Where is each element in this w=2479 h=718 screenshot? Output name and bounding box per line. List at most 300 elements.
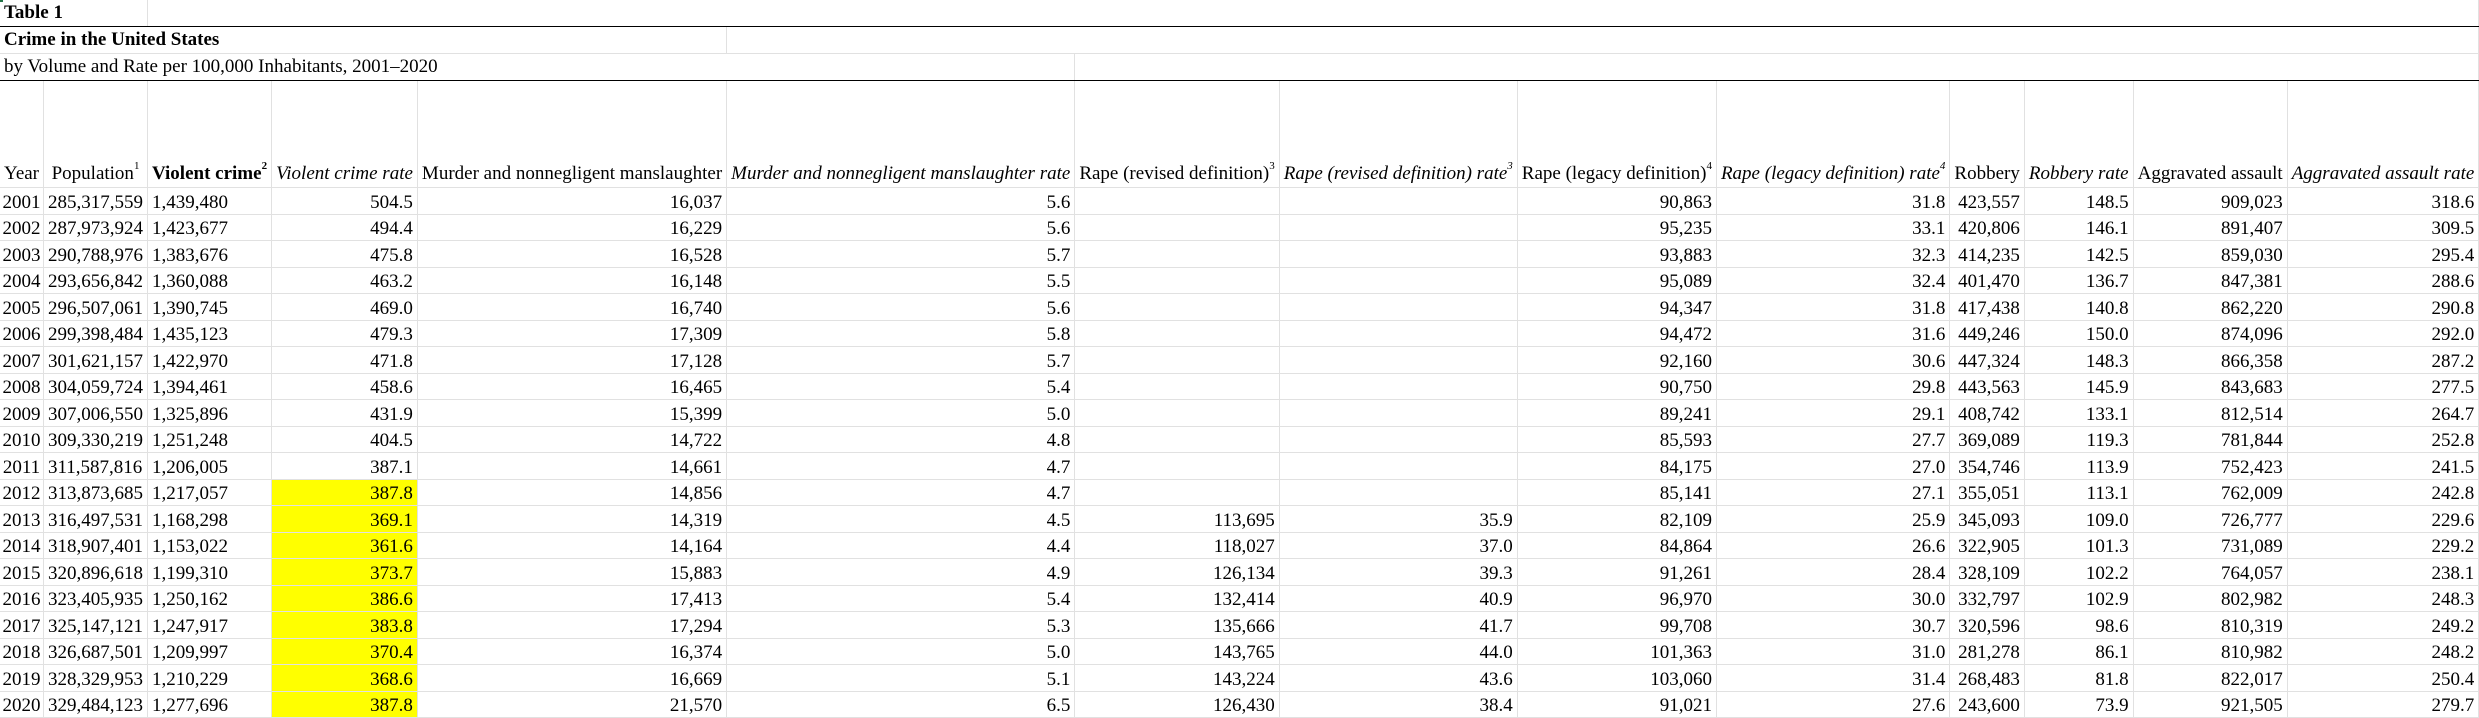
cell-robbery[interactable]: 320,596 <box>1950 612 2024 639</box>
cell-murder[interactable]: 14,164 <box>417 532 726 559</box>
cell-robbery-rate[interactable]: 140.8 <box>2024 294 2133 321</box>
cell-robbery-rate[interactable]: 102.2 <box>2024 559 2133 586</box>
cell-aggravated-assault-rate[interactable]: 295.4 <box>2287 241 2479 268</box>
cell-robbery-rate[interactable]: 113.9 <box>2024 453 2133 480</box>
cell-violent-crime-rate[interactable]: 404.5 <box>272 426 418 453</box>
cell-robbery[interactable]: 420,806 <box>1950 214 2024 241</box>
cell-year[interactable]: 2015 <box>0 559 44 586</box>
cell-murder-rate[interactable]: 5.0 <box>727 638 1075 665</box>
cell-rape-legacy-rate[interactable]: 30.6 <box>1716 347 1949 374</box>
cell-robbery-rate[interactable]: 98.6 <box>2024 612 2133 639</box>
cell-year[interactable]: 2002 <box>0 214 44 241</box>
cell-rape-revised[interactable]: 135,666 <box>1075 612 1279 639</box>
cell-rape-legacy[interactable]: 99,708 <box>1517 612 1716 639</box>
cell-rape-legacy[interactable]: 93,883 <box>1517 241 1716 268</box>
cell-violent-crime[interactable]: 1,217,057 <box>148 479 272 506</box>
cell-rape-legacy[interactable]: 92,160 <box>1517 347 1716 374</box>
cell-murder[interactable]: 21,570 <box>417 691 726 718</box>
cell-aggravated-assault-rate[interactable]: 252.8 <box>2287 426 2479 453</box>
cell-year[interactable]: 2003 <box>0 241 44 268</box>
cell-aggravated-assault-rate[interactable]: 250.4 <box>2287 665 2479 692</box>
cell-population[interactable]: 304,059,724 <box>44 373 148 400</box>
cell-rape-revised-rate[interactable] <box>1279 188 1517 215</box>
cell-rape-revised-rate[interactable] <box>1279 426 1517 453</box>
cell-aggravated-assault-rate[interactable]: 248.2 <box>2287 638 2479 665</box>
cell-violent-crime-rate[interactable]: 370.4 <box>272 638 418 665</box>
cell-murder[interactable]: 17,309 <box>417 320 726 347</box>
cell-rape-revised[interactable]: 113,695 <box>1075 506 1279 533</box>
cell-rape-revised-rate[interactable] <box>1279 400 1517 427</box>
cell-year[interactable]: 2018 <box>0 638 44 665</box>
cell-rape-legacy[interactable]: 101,363 <box>1517 638 1716 665</box>
cell-aggravated-assault-rate[interactable]: 277.5 <box>2287 373 2479 400</box>
cell-aggravated-assault-rate[interactable]: 318.6 <box>2287 188 2479 215</box>
header-robbery-rate[interactable]: Robbery rate <box>2024 81 2133 188</box>
cell-rape-legacy-rate[interactable]: 31.8 <box>1716 188 1949 215</box>
cell-aggravated-assault[interactable]: 866,358 <box>2133 347 2287 374</box>
cell-robbery[interactable]: 449,246 <box>1950 320 2024 347</box>
header-murder-rate[interactable]: Murder and nonnegligent manslaughter rate <box>727 81 1075 188</box>
cell-murder[interactable]: 15,883 <box>417 559 726 586</box>
cell-rape-legacy-rate[interactable]: 25.9 <box>1716 506 1949 533</box>
cell-rape-revised[interactable] <box>1075 294 1279 321</box>
cell-year[interactable]: 2017 <box>0 612 44 639</box>
cell-population[interactable]: 293,656,842 <box>44 267 148 294</box>
cell-robbery[interactable]: 268,483 <box>1950 665 2024 692</box>
cell-robbery[interactable]: 369,089 <box>1950 426 2024 453</box>
cell-population[interactable]: 313,873,685 <box>44 479 148 506</box>
cell-population[interactable]: 328,329,953 <box>44 665 148 692</box>
cell-rape-legacy[interactable]: 82,109 <box>1517 506 1716 533</box>
cell-violent-crime[interactable]: 1,325,896 <box>148 400 272 427</box>
cell-rape-legacy-rate[interactable]: 27.7 <box>1716 426 1949 453</box>
cell-rape-legacy-rate[interactable]: 33.1 <box>1716 214 1949 241</box>
cell-murder[interactable]: 16,037 <box>417 188 726 215</box>
cell-year[interactable]: 2014 <box>0 532 44 559</box>
cell-aggravated-assault-rate[interactable]: 292.0 <box>2287 320 2479 347</box>
cell-robbery-rate[interactable]: 101.3 <box>2024 532 2133 559</box>
cell-murder[interactable]: 16,148 <box>417 267 726 294</box>
cell-violent-crime-rate[interactable]: 373.7 <box>272 559 418 586</box>
cell-robbery-rate[interactable]: 113.1 <box>2024 479 2133 506</box>
cell-robbery-rate[interactable]: 148.3 <box>2024 347 2133 374</box>
cell-robbery[interactable]: 322,905 <box>1950 532 2024 559</box>
cell-aggravated-assault-rate[interactable]: 248.3 <box>2287 585 2479 612</box>
header-aggravated-assault[interactable]: Aggravated assault <box>2133 81 2287 188</box>
cell-violent-crime-rate[interactable]: 368.6 <box>272 665 418 692</box>
table-label[interactable]: Table 1 <box>0 0 148 27</box>
cell-rape-legacy-rate[interactable]: 31.0 <box>1716 638 1949 665</box>
cell-violent-crime[interactable]: 1,422,970 <box>148 347 272 374</box>
cell-violent-crime[interactable]: 1,277,696 <box>148 691 272 718</box>
header-population[interactable]: Population$^1$ <box>44 81 148 188</box>
cell-robbery-rate[interactable]: 86.1 <box>2024 638 2133 665</box>
cell-murder[interactable]: 14,722 <box>417 426 726 453</box>
cell-aggravated-assault[interactable]: 847,381 <box>2133 267 2287 294</box>
table-row <box>0 479 2479 506</box>
cell-aggravated-assault-rate[interactable]: 249.2 <box>2287 612 2479 639</box>
cell-robbery-rate[interactable]: 145.9 <box>2024 373 2133 400</box>
cell-murder[interactable]: 17,294 <box>417 612 726 639</box>
cell-robbery[interactable]: 417,438 <box>1950 294 2024 321</box>
cell-rape-legacy[interactable]: 89,241 <box>1517 400 1716 427</box>
cell-murder-rate[interactable]: 5.6 <box>727 188 1075 215</box>
cell-rape-revised[interactable] <box>1075 400 1279 427</box>
cell-murder-rate[interactable]: 5.6 <box>727 294 1075 321</box>
cell-violent-crime-rate[interactable]: 387.8 <box>272 691 418 718</box>
cell-violent-crime-rate[interactable]: 475.8 <box>272 241 418 268</box>
header-murder[interactable]: Murder and nonnegligent manslaughter <box>417 81 726 188</box>
cell-rape-revised-rate[interactable]: 38.4 <box>1279 691 1517 718</box>
cell-rape-revised[interactable]: 132,414 <box>1075 585 1279 612</box>
cell-aggravated-assault-rate[interactable]: 290.8 <box>2287 294 2479 321</box>
header-rape-revised[interactable]: Rape (revised definition)$^3$ <box>1075 81 1279 188</box>
cell-violent-crime-rate[interactable]: 479.3 <box>272 320 418 347</box>
header-robbery[interactable]: Robbery <box>1950 81 2024 188</box>
cell-violent-crime[interactable]: 1,210,229 <box>148 665 272 692</box>
cell-murder[interactable]: 16,740 <box>417 294 726 321</box>
cell-rape-revised-rate[interactable] <box>1279 267 1517 294</box>
table-subtitle[interactable]: by Volume and Rate per 100,000 Inhabitants, 2001–2020 <box>0 54 1075 81</box>
cell-murder[interactable]: 16,669 <box>417 665 726 692</box>
cell-rape-revised-rate[interactable] <box>1279 294 1517 321</box>
cell-robbery-rate[interactable]: 119.3 <box>2024 426 2133 453</box>
cell-year[interactable]: 2001 <box>0 188 44 215</box>
cell-violent-crime[interactable]: 1,168,298 <box>148 506 272 533</box>
cell-robbery-rate[interactable]: 148.5 <box>2024 188 2133 215</box>
cell-population[interactable]: 299,398,484 <box>44 320 148 347</box>
cell-rape-legacy[interactable]: 103,060 <box>1517 665 1716 692</box>
cell-violent-crime-rate[interactable]: 458.6 <box>272 373 418 400</box>
cell-rape-legacy-rate[interactable]: 31.6 <box>1716 320 1949 347</box>
cell-year[interactable]: 2010 <box>0 426 44 453</box>
cell-rape-legacy-rate[interactable]: 28.4 <box>1716 559 1949 586</box>
cell-population[interactable]: 325,147,121 <box>44 612 148 639</box>
cell-aggravated-assault[interactable]: 843,683 <box>2133 373 2287 400</box>
cell-aggravated-assault-rate[interactable]: 241.5 <box>2287 453 2479 480</box>
cell-murder[interactable]: 16,528 <box>417 241 726 268</box>
cell-aggravated-assault-rate[interactable]: 288.6 <box>2287 267 2479 294</box>
cell-robbery[interactable]: 243,600 <box>1950 691 2024 718</box>
cell-aggravated-assault[interactable]: 909,023 <box>2133 188 2287 215</box>
cell-murder-rate[interactable]: 4.8 <box>727 426 1075 453</box>
cell-murder-rate[interactable]: 5.0 <box>727 400 1075 427</box>
cell-aggravated-assault-rate[interactable]: 238.1 <box>2287 559 2479 586</box>
cell-robbery-rate[interactable]: 73.9 <box>2024 691 2133 718</box>
cell-murder[interactable]: 14,661 <box>417 453 726 480</box>
cell-violent-crime-rate[interactable]: 463.2 <box>272 267 418 294</box>
cell-murder[interactable]: 14,856 <box>417 479 726 506</box>
cell-rape-legacy[interactable]: 94,472 <box>1517 320 1716 347</box>
cell-rape-revised-rate[interactable]: 39.3 <box>1279 559 1517 586</box>
header-violent-crime[interactable]: Violent crime$^2$ <box>148 81 272 188</box>
cell-robbery[interactable]: 354,746 <box>1950 453 2024 480</box>
cell-robbery[interactable]: 423,557 <box>1950 188 2024 215</box>
cell-rape-revised[interactable]: 143,765 <box>1075 638 1279 665</box>
header-violent-crime-rate[interactable]: Violent crime rate <box>272 81 418 188</box>
table-row <box>0 320 2479 347</box>
cell-violent-crime[interactable]: 1,439,480 <box>148 188 272 215</box>
cell-robbery[interactable]: 345,093 <box>1950 506 2024 533</box>
cell-violent-crime-rate[interactable]: 361.6 <box>272 532 418 559</box>
header-rape-revised-rate[interactable]: Rape (revised definition) rate$^3$ <box>1279 81 1517 188</box>
header-rape-legacy-rate[interactable]: Rape (legacy definition) rate$^4$ <box>1716 81 1949 188</box>
cell-rape-revised-rate[interactable] <box>1279 347 1517 374</box>
cell-rape-legacy-rate[interactable]: 29.1 <box>1716 400 1949 427</box>
cell-murder-rate[interactable]: 5.1 <box>727 665 1075 692</box>
cell-aggravated-assault[interactable]: 731,089 <box>2133 532 2287 559</box>
cell-violent-crime-rate[interactable]: 431.9 <box>272 400 418 427</box>
cell-robbery[interactable]: 414,235 <box>1950 241 2024 268</box>
cell-population[interactable]: 329,484,123 <box>44 691 148 718</box>
cell-murder-rate[interactable]: 6.5 <box>727 691 1075 718</box>
cell-rape-revised[interactable]: 126,134 <box>1075 559 1279 586</box>
cell-rape-revised-rate[interactable] <box>1279 320 1517 347</box>
cell-rape-legacy[interactable]: 91,261 <box>1517 559 1716 586</box>
cell-robbery-rate[interactable]: 150.0 <box>2024 320 2133 347</box>
cell-aggravated-assault[interactable]: 812,514 <box>2133 400 2287 427</box>
cell-rape-revised[interactable] <box>1075 479 1279 506</box>
cell-rape-revised-rate[interactable]: 35.9 <box>1279 506 1517 533</box>
cell-aggravated-assault[interactable]: 822,017 <box>2133 665 2287 692</box>
cell-population[interactable]: 287,973,924 <box>44 214 148 241</box>
cell-violent-crime[interactable]: 1,360,088 <box>148 267 272 294</box>
cell-robbery-rate[interactable]: 136.7 <box>2024 267 2133 294</box>
cell-year[interactable]: 2016 <box>0 585 44 612</box>
cell-rape-legacy[interactable]: 90,750 <box>1517 373 1716 400</box>
table-row <box>0 453 2479 480</box>
cell-rape-legacy[interactable]: 85,141 <box>1517 479 1716 506</box>
cell-robbery-rate[interactable]: 146.1 <box>2024 214 2133 241</box>
cell-rape-revised[interactable] <box>1075 347 1279 374</box>
cell-rape-legacy-rate[interactable]: 32.4 <box>1716 267 1949 294</box>
cell-rape-revised[interactable]: 143,224 <box>1075 665 1279 692</box>
cell-violent-crime[interactable]: 1,251,248 <box>148 426 272 453</box>
cell-rape-legacy-rate[interactable]: 27.1 <box>1716 479 1949 506</box>
cell-violent-crime[interactable]: 1,390,745 <box>148 294 272 321</box>
cell-population[interactable]: 307,006,550 <box>44 400 148 427</box>
cell-robbery[interactable]: 401,470 <box>1950 267 2024 294</box>
cell-murder-rate[interactable]: 5.3 <box>727 612 1075 639</box>
cell-aggravated-assault-rate[interactable]: 279.7 <box>2287 691 2479 718</box>
cell-murder-rate[interactable]: 4.9 <box>727 559 1075 586</box>
cell-year[interactable]: 2013 <box>0 506 44 533</box>
cell-rape-legacy[interactable]: 95,089 <box>1517 267 1716 294</box>
cell-violent-crime[interactable]: 1,206,005 <box>148 453 272 480</box>
cell-violent-crime-rate[interactable]: 471.8 <box>272 347 418 374</box>
cell-violent-crime[interactable]: 1,247,917 <box>148 612 272 639</box>
cell-robbery[interactable]: 281,278 <box>1950 638 2024 665</box>
cell-murder-rate[interactable]: 5.4 <box>727 373 1075 400</box>
cell-aggravated-assault[interactable]: 810,319 <box>2133 612 2287 639</box>
cell-rape-legacy[interactable]: 95,235 <box>1517 214 1716 241</box>
cell-robbery[interactable]: 408,742 <box>1950 400 2024 427</box>
cell-rape-legacy[interactable]: 91,021 <box>1517 691 1716 718</box>
cell-rape-legacy-rate[interactable]: 32.3 <box>1716 241 1949 268</box>
cell-population[interactable]: 311,587,816 <box>44 453 148 480</box>
cell-violent-crime[interactable]: 1,423,677 <box>148 214 272 241</box>
cell-year[interactable]: 2019 <box>0 665 44 692</box>
cell-population[interactable]: 296,507,061 <box>44 294 148 321</box>
cell-violent-crime[interactable]: 1,199,310 <box>148 559 272 586</box>
cell-aggravated-assault-rate[interactable]: 309.5 <box>2287 214 2479 241</box>
cell-year[interactable]: 2006 <box>0 320 44 347</box>
cell-violent-crime[interactable]: 1,153,022 <box>148 532 272 559</box>
cell-murder-rate[interactable]: 4.5 <box>727 506 1075 533</box>
cell-rape-revised[interactable] <box>1075 426 1279 453</box>
cell-murder-rate[interactable]: 5.4 <box>727 585 1075 612</box>
cell-rape-legacy[interactable]: 94,347 <box>1517 294 1716 321</box>
cell-robbery[interactable]: 328,109 <box>1950 559 2024 586</box>
cell-violent-crime[interactable]: 1,209,997 <box>148 638 272 665</box>
cell-murder-rate[interactable]: 4.4 <box>727 532 1075 559</box>
header-aggravated-assault-rate[interactable]: Aggravated assault rate <box>2287 81 2479 188</box>
cell-year[interactable]: 2012 <box>0 479 44 506</box>
cell-rape-legacy[interactable]: 84,864 <box>1517 532 1716 559</box>
cell-murder[interactable]: 15,399 <box>417 400 726 427</box>
cell-year[interactable]: 2004 <box>0 267 44 294</box>
cell-murder-rate[interactable]: 5.6 <box>727 214 1075 241</box>
cell-violent-crime[interactable]: 1,250,162 <box>148 585 272 612</box>
cell-violent-crime-rate[interactable]: 494.4 <box>272 214 418 241</box>
cell-rape-revised-rate[interactable]: 40.9 <box>1279 585 1517 612</box>
cell-murder-rate[interactable]: 5.5 <box>727 267 1075 294</box>
cell-rape-revised[interactable] <box>1075 188 1279 215</box>
cell-aggravated-assault[interactable]: 859,030 <box>2133 241 2287 268</box>
cell-rape-legacy[interactable]: 85,593 <box>1517 426 1716 453</box>
cell-rape-revised-rate[interactable]: 41.7 <box>1279 612 1517 639</box>
cell-robbery-rate[interactable]: 133.1 <box>2024 400 2133 427</box>
cell-rape-revised-rate[interactable]: 37.0 <box>1279 532 1517 559</box>
cell-population[interactable]: 326,687,501 <box>44 638 148 665</box>
cell-aggravated-assault[interactable]: 764,057 <box>2133 559 2287 586</box>
cell-rape-legacy-rate[interactable]: 31.8 <box>1716 294 1949 321</box>
cell-murder-rate[interactable]: 5.7 <box>727 347 1075 374</box>
cell-rape-revised-rate[interactable] <box>1279 241 1517 268</box>
cell-rape-revised[interactable] <box>1075 267 1279 294</box>
cell-violent-crime[interactable]: 1,435,123 <box>148 320 272 347</box>
cell-murder-rate[interactable]: 4.7 <box>727 479 1075 506</box>
cell-population[interactable]: 290,788,976 <box>44 241 148 268</box>
cell-violent-crime-rate[interactable]: 469.0 <box>272 294 418 321</box>
cell-rape-revised[interactable]: 126,430 <box>1075 691 1279 718</box>
cell-violent-crime-rate[interactable]: 383.8 <box>272 612 418 639</box>
cell-murder[interactable]: 16,465 <box>417 373 726 400</box>
cell-rape-revised[interactable]: 118,027 <box>1075 532 1279 559</box>
cell-robbery[interactable]: 332,797 <box>1950 585 2024 612</box>
cell-year[interactable]: 2008 <box>0 373 44 400</box>
cell-rape-legacy-rate[interactable]: 31.4 <box>1716 665 1949 692</box>
cell-robbery-rate[interactable]: 81.8 <box>2024 665 2133 692</box>
cell-murder[interactable]: 16,374 <box>417 638 726 665</box>
cell-rape-revised-rate[interactable] <box>1279 479 1517 506</box>
cell-robbery-rate[interactable]: 142.5 <box>2024 241 2133 268</box>
header-year[interactable]: Year <box>0 81 44 188</box>
cell-violent-crime-rate[interactable]: 387.8 <box>272 479 418 506</box>
cell-rape-revised[interactable] <box>1075 320 1279 347</box>
cell-robbery-rate[interactable]: 102.9 <box>2024 585 2133 612</box>
cell-rape-legacy-rate[interactable]: 30.7 <box>1716 612 1949 639</box>
cell-population[interactable]: 285,317,559 <box>44 188 148 215</box>
cell-violent-crime[interactable]: 1,383,676 <box>148 241 272 268</box>
cell-aggravated-assault[interactable]: 874,096 <box>2133 320 2287 347</box>
cell-population[interactable]: 309,330,219 <box>44 426 148 453</box>
cell-robbery[interactable]: 355,051 <box>1950 479 2024 506</box>
cell-rape-legacy[interactable]: 84,175 <box>1517 453 1716 480</box>
cell-aggravated-assault-rate[interactable]: 287.2 <box>2287 347 2479 374</box>
cell-aggravated-assault[interactable]: 752,423 <box>2133 453 2287 480</box>
cell-murder[interactable]: 14,319 <box>417 506 726 533</box>
cell-rape-revised-rate[interactable]: 43.6 <box>1279 665 1517 692</box>
cell-murder[interactable]: 17,128 <box>417 347 726 374</box>
cell-population[interactable]: 323,405,935 <box>44 585 148 612</box>
cell-murder[interactable]: 17,413 <box>417 585 726 612</box>
cell-aggravated-assault-rate[interactable]: 229.6 <box>2287 506 2479 533</box>
header-rape-legacy[interactable]: Rape (legacy definition)$^4$ <box>1517 81 1716 188</box>
cell-rape-revised[interactable] <box>1075 241 1279 268</box>
cell-aggravated-assault-rate[interactable]: 229.2 <box>2287 532 2479 559</box>
cell-rape-legacy-rate[interactable]: 27.6 <box>1716 691 1949 718</box>
cell-violent-crime-rate[interactable]: 387.1 <box>272 453 418 480</box>
cell-year[interactable]: 2009 <box>0 400 44 427</box>
cell-aggravated-assault-rate[interactable]: 264.7 <box>2287 400 2479 427</box>
cell-violent-crime-rate[interactable]: 369.1 <box>272 506 418 533</box>
cell-rape-revised[interactable] <box>1075 453 1279 480</box>
cell-population[interactable]: 318,907,401 <box>44 532 148 559</box>
cell-violent-crime-rate[interactable]: 504.5 <box>272 188 418 215</box>
cell-robbery[interactable]: 447,324 <box>1950 347 2024 374</box>
cell-aggravated-assault[interactable]: 762,009 <box>2133 479 2287 506</box>
cell-year[interactable]: 2007 <box>0 347 44 374</box>
cell-violent-crime[interactable]: 1,394,461 <box>148 373 272 400</box>
cell-aggravated-assault[interactable]: 810,982 <box>2133 638 2287 665</box>
cell-robbery[interactable]: 443,563 <box>1950 373 2024 400</box>
cell-murder-rate[interactable]: 5.7 <box>727 241 1075 268</box>
cell-murder[interactable]: 16,229 <box>417 214 726 241</box>
cell-aggravated-assault[interactable]: 862,220 <box>2133 294 2287 321</box>
cell-population[interactable]: 316,497,531 <box>44 506 148 533</box>
cell-rape-revised[interactable] <box>1075 214 1279 241</box>
cell-aggravated-assault[interactable]: 891,407 <box>2133 214 2287 241</box>
cell-year[interactable]: 2005 <box>0 294 44 321</box>
cell-rape-legacy[interactable]: 90,863 <box>1517 188 1716 215</box>
cell-year[interactable]: 2011 <box>0 453 44 480</box>
cell-rape-legacy-rate[interactable]: 29.8 <box>1716 373 1949 400</box>
cell-aggravated-assault[interactable]: 802,982 <box>2133 585 2287 612</box>
cell-rape-revised-rate[interactable]: 44.0 <box>1279 638 1517 665</box>
cell-rape-revised-rate[interactable] <box>1279 214 1517 241</box>
cell-aggravated-assault[interactable]: 921,505 <box>2133 691 2287 718</box>
cell-aggravated-assault-rate[interactable]: 242.8 <box>2287 479 2479 506</box>
cell-population[interactable]: 320,896,618 <box>44 559 148 586</box>
cell-rape-legacy[interactable]: 96,970 <box>1517 585 1716 612</box>
cell-aggravated-assault[interactable]: 726,777 <box>2133 506 2287 533</box>
cell-murder-rate[interactable]: 5.8 <box>727 320 1075 347</box>
table-title[interactable]: Crime in the United States <box>0 27 727 54</box>
cell-population[interactable]: 301,621,157 <box>44 347 148 374</box>
cell-year[interactable]: 2020 <box>0 691 44 718</box>
cell-rape-revised-rate[interactable] <box>1279 453 1517 480</box>
cell-robbery-rate[interactable]: 109.0 <box>2024 506 2133 533</box>
cell-rape-legacy-rate[interactable]: 26.6 <box>1716 532 1949 559</box>
cell-violent-crime-rate[interactable]: 386.6 <box>272 585 418 612</box>
cell-rape-legacy-rate[interactable]: 27.0 <box>1716 453 1949 480</box>
cell-rape-revised-rate[interactable] <box>1279 373 1517 400</box>
cell-aggravated-assault[interactable]: 781,844 <box>2133 426 2287 453</box>
cell-murder-rate[interactable]: 4.7 <box>727 453 1075 480</box>
cell-rape-revised[interactable] <box>1075 373 1279 400</box>
cell-rape-legacy-rate[interactable]: 30.0 <box>1716 585 1949 612</box>
